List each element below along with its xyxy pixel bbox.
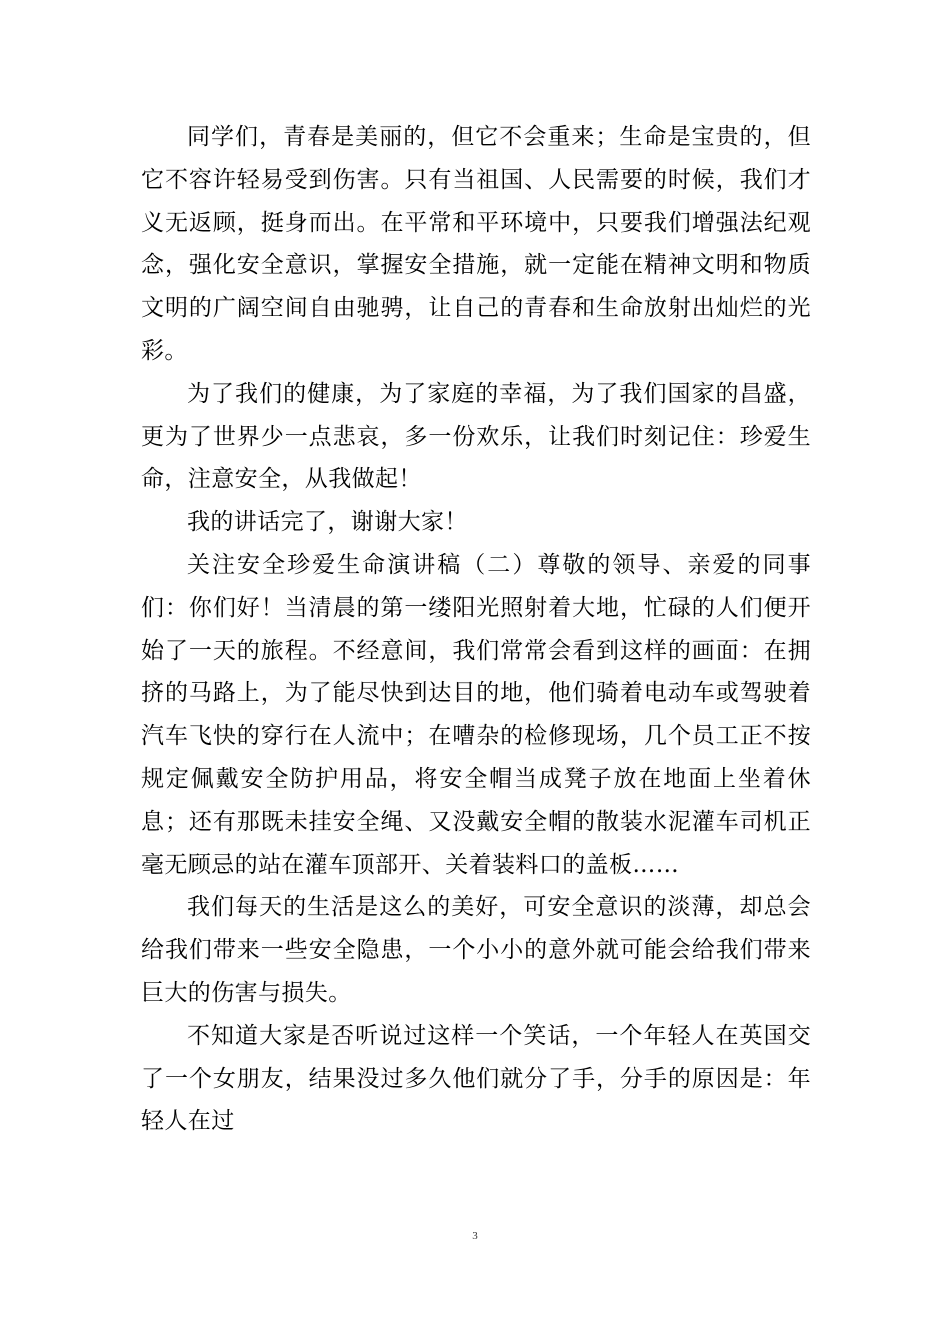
document-body <box>141 116 811 1143</box>
paragraph-6: 不知道大家是否听说过这样一个笑话，一个年轻人在英国交了一个女朋友，结果没过多久他们就分了手，分手的原因是：年轻人在过 <box>141 1022 811 1135</box>
paragraph-4: 关注安全珍爱生命演讲稿（二）尊敬的领导、亲爱的同事们：你们好！当清晨的第一缕阳光照射着大地，忙碌的人们便开始了一天的旅程。不经意间，我们常常会看到这样的画面：在拥挤的马路上，为了能尽快到达目的地，他们骑着电动车或驾驶着汽车飞快的穿行在人流中；在嘈杂的检修现场，几个员工正不按规定佩戴安全防护用品，将安全帽当成凳子放在地面上坐着休息；还有那既未挂安全绳、又没戴安全帽的散装水泥灌车司机正毫无顾忌的站在灌车顶部开、关着装料口的盖板…… <box>141 551 811 878</box>
paragraph-1: 同学们，青春是美丽的，但它不会重来；生命是宝贵的，但它不容许轻易受到伤害。只有当祖国、人民需要的时候，我们才义无返顾，挺身而出。在平常和平环境中，只要我们增强法纪观念，强化安全意识，掌握安全措施，就一定能在精神文明和物质文明的广阔空间自由驰骋，让自己的青春和生命放射出灿烂的光彩。 <box>141 124 811 364</box>
paragraph-2: 为了我们的健康，为了家庭的幸福，为了我们国家的昌盛，更为了世界少一点悲哀，多一份欢乐，让我们时刻记住：珍爱生命，注意安全，从我做起！ <box>141 380 811 493</box>
page-number: 3 <box>472 1230 478 1242</box>
paragraph-3: 我的讲话完了，谢谢大家！ <box>187 509 468 536</box>
paragraph-5: 我们每天的生活是这么的美好，可安全意识的淡薄，却总会给我们带来一些安全隐患，一个小小的意外就可能会给我们带来巨大的伤害与损失。 <box>141 894 811 1006</box>
